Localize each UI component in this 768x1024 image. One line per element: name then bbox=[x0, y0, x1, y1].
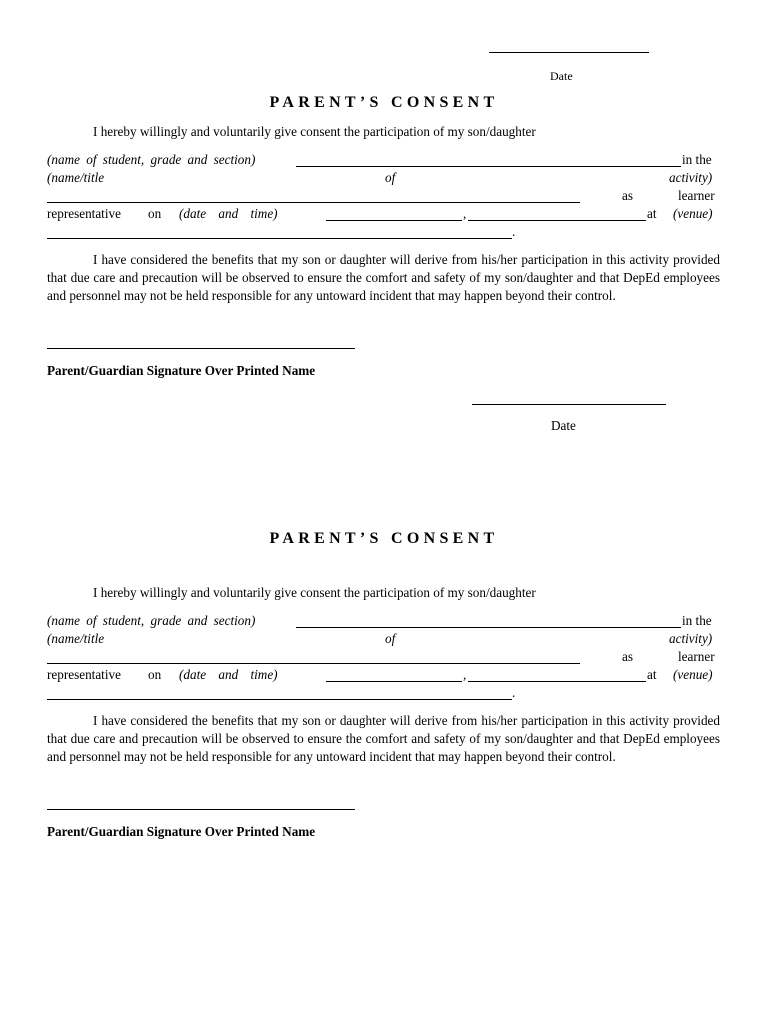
student-name-field[interactable] bbox=[296, 166, 681, 167]
date-time-label: (date and time) bbox=[179, 206, 278, 221]
venue-field[interactable] bbox=[47, 699, 512, 700]
activity-name-field[interactable] bbox=[47, 202, 580, 203]
intro-text: I hereby willingly and voluntarily give consent the participation of my son/daughter bbox=[93, 124, 536, 139]
activity-label: activity) bbox=[669, 170, 713, 185]
name-title-label: (name/title bbox=[47, 170, 105, 185]
period: . bbox=[512, 224, 516, 239]
signature-field[interactable] bbox=[47, 348, 355, 349]
venue-label: (venue) bbox=[673, 206, 713, 221]
time-field[interactable] bbox=[468, 681, 646, 682]
comma: , bbox=[463, 667, 467, 682]
date-label: Date bbox=[551, 418, 576, 433]
as-label: as bbox=[622, 649, 633, 664]
of-label: of bbox=[385, 631, 396, 646]
student-name-field[interactable] bbox=[296, 627, 681, 628]
date-field[interactable] bbox=[326, 681, 462, 682]
name-student-label: (name of student, grade and section) bbox=[47, 152, 256, 167]
period: . bbox=[512, 685, 516, 700]
signature-field[interactable] bbox=[47, 809, 355, 810]
of-label: of bbox=[385, 170, 396, 185]
venue-label: (venue) bbox=[673, 667, 713, 682]
as-label: as bbox=[622, 188, 633, 203]
comma: , bbox=[463, 206, 467, 221]
representative-label: representative bbox=[47, 206, 121, 221]
at-label: at bbox=[647, 667, 657, 682]
activity-label: activity) bbox=[669, 631, 713, 646]
venue-field[interactable] bbox=[47, 238, 512, 239]
consent-paragraph: I have considered the benefits that my son or daughter will derive from his/her participation in this activity provided that due care and precaution will be observed to ensure the comfort and safety of my son/daughter and that DepEd employees and personnel may not be held responsible for any untoward incident that may happen beyond their control. bbox=[47, 713, 720, 764]
time-field[interactable] bbox=[468, 220, 646, 221]
top-date-line[interactable] bbox=[489, 52, 649, 53]
signature-label: Parent/Guardian Signature Over Printed Name bbox=[47, 824, 316, 839]
top-date-label: Date bbox=[550, 69, 573, 83]
date-signature-field[interactable] bbox=[472, 404, 666, 405]
consent-paragraph: I have considered the benefits that my son or daughter will derive from his/her participation in this activity provided that due care and precaution will be observed to ensure the comfort and safety of my son/daughter and that DepEd employees and personnel may not be held responsible for any untoward incident that may happen beyond their control. bbox=[47, 252, 720, 303]
date-time-label: (date and time) bbox=[179, 667, 278, 682]
name-title-label: (name/title bbox=[47, 631, 105, 646]
name-student-label: (name of student, grade and section) bbox=[47, 613, 256, 628]
form-title: PARENT’S CONSENT bbox=[269, 530, 499, 547]
representative-label: representative bbox=[47, 667, 121, 682]
on-label: on bbox=[148, 667, 162, 682]
learner-label: learner bbox=[678, 188, 715, 203]
in-the-label: in the bbox=[682, 613, 712, 628]
date-field[interactable] bbox=[326, 220, 462, 221]
activity-name-field[interactable] bbox=[47, 663, 580, 664]
signature-label: Parent/Guardian Signature Over Printed Name bbox=[47, 363, 316, 378]
in-the-label: in the bbox=[682, 152, 712, 167]
form-title: PARENT’S CONSENT bbox=[269, 94, 499, 111]
on-label: on bbox=[148, 206, 162, 221]
learner-label: learner bbox=[678, 649, 715, 664]
intro-text: I hereby willingly and voluntarily give consent the participation of my son/daughter bbox=[93, 585, 536, 600]
at-label: at bbox=[647, 206, 657, 221]
